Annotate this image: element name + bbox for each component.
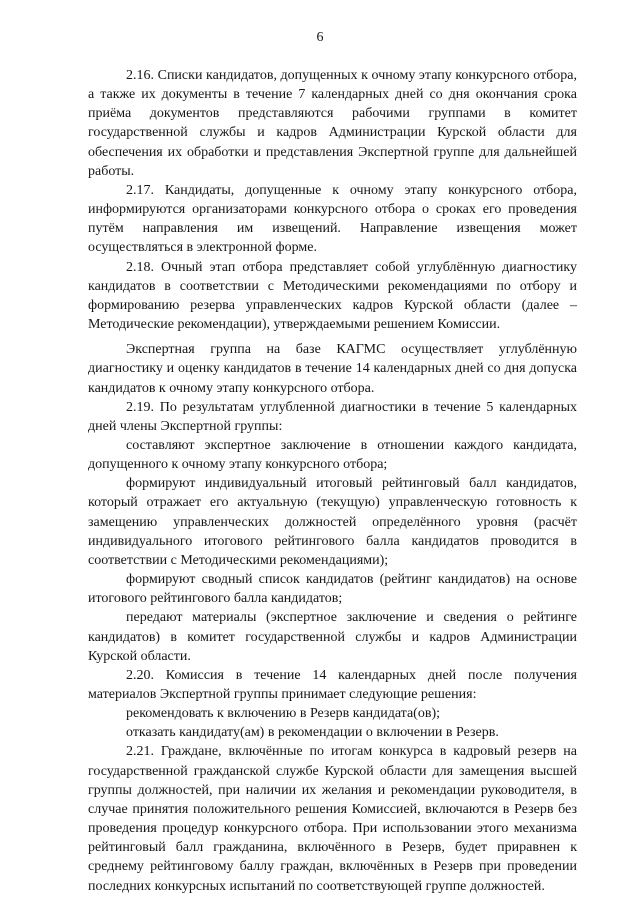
list-item-recommend: рекомендовать к включению в Резерв кандидата(ов); [126,706,440,722]
paragraph-2-16: 2.16. Списки кандидатов, допущенных к очному этапу конкурсного отбора, а также их документы в течение 7 календарных дней со дня окончания срока приёма документов представляются рабочими группами в комитет государственной службы и кадров Администрации Курской области для обеспечения их обработки и представления Экспертной группе для дальнейшей работы. [88,68,577,179]
paragraph-expert-group: Экспертная группа на базе КАГМС осуществляет углублённую диагностику и оценку кандидатов в течение 14 календарных дней со дня допуска кандидатов к очному этапу конкурсного отбора. [88,342,577,396]
paragraph-2-17: 2.17. Кандидаты, допущенные к очному этапу конкурсного отбора, информируются организаторами конкурсного отбора о сроках его проведения путём направления им извещений. Направление извещения может осуществляться в электронной форме. [88,182,577,256]
list-item-refuse: отказать кандидату(ам) в рекомендации о включении в Резерв. [126,725,499,741]
list-item-transfer-materials: передают материалы (экспертное заключение и сведения о рейтинге кандидатов) в комитет государственной службы и кадров Администрации Курской области. [88,610,577,664]
list-item-rating-score: формируют индивидуальный итоговый рейтинговый балл кандидатов, который отражает его актуальную (текущую) управленческую готовность к замещению управленческих должностей определённого уровня (расчёт индивидуального итогового рейтингового балла кандидатов проводится в соответствии с Методическими рекомендациями); [88,476,577,568]
list-item-expert-conclusion: составляют экспертное заключение в отношении каждого кандидата, допущенного к очному этапу конкурсного отбора; [88,437,577,473]
paragraph-2-20: 2.20. Комиссия в течение 14 календарных дней после получения материалов Экспертной группы принимает следующие решения: [88,667,577,702]
paragraph-2-21: 2.21. Граждане, включённые по итогам конкурса в кадровый резерв на государственной гражданской службе Курской области для замещения высшей группы должностей, при наличии их желания и рекомендации руководителя, в случае принятия положительного решения Комиссией, включаются в Резерв без проведения процедур конкурсного отбора. При использовании этого механизма рейтинговый балл гражданина, включённого в Резерв, будет приравнен к среднему рейтинговому баллу граждан, включённых в Резерв при проведении последних конкурсных испытаний по соответствующей группе должностей. [88,744,577,894]
paragraph-2-18: 2.18. Очный этап отбора представляет собой углублённую диагностику кандидатов в соответствии с Методическими рекомендациями по отбору и формированию резерва управленческих кадров Курской области (далее – Методические рекомендации), утверждаемыми решением Комиссии. [88,259,577,333]
page-number: 6 [316,30,324,45]
list-item-summary-list: формируют сводный список кандидатов (рейтинг кандидатов) на основе итогового рейтингового балла кандидатов; [88,572,577,607]
document-body [88,66,577,896]
paragraph-2-19: 2.19. По результатам углубленной диагностики в течение 5 календарных дней члены Экспертной группы: [88,399,577,434]
